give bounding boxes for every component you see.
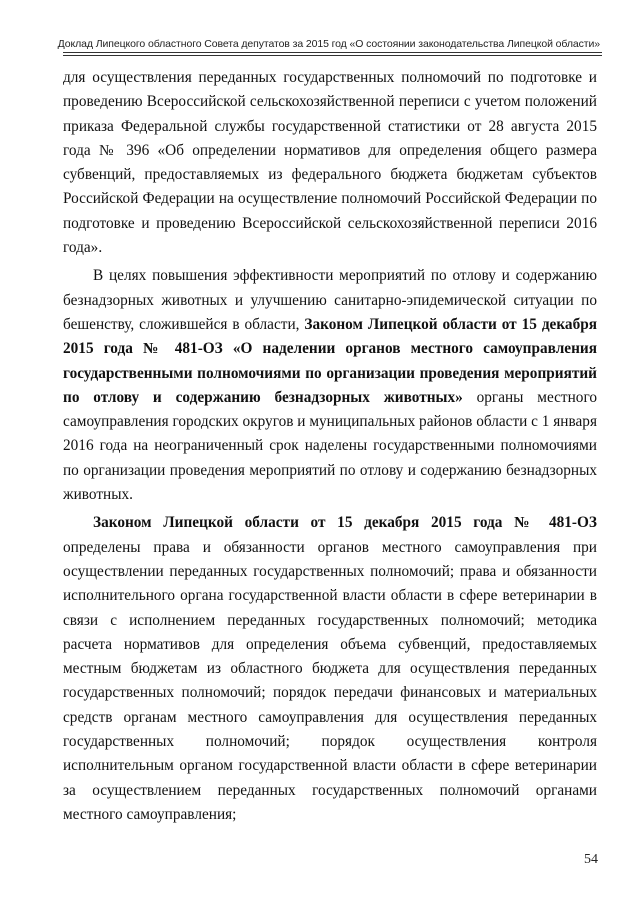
paragraph-text: определены права и обязанности органов местного самоуправления при осуществлении переданных государственных полномочий; права и обязанности исполнительного органа государственной власти области в сфере ветеринарии в связи с исполнением переданных государственных полномочий; методика расчета нормативов для определения объема субвенций, предоставляемых местным бюджетам из областного бюджета для осуществления переданных государственных полномочий; порядок передачи финансовых и материальных средств органам местного самоуправления для осуществления переданных государственных полномочий; порядок осуществления контроля исполнительным органом государственной власти области в сфере ветеринарии за осуществлением переданных государственных полномочий органами местного самоуправления; [63, 538, 597, 823]
law-reference-bold: Законом Липецкой области от 15 декабря 2015 года № 481-ОЗ [93, 514, 597, 532]
page-number: 54 [584, 852, 598, 867]
paragraph-animal-control [63, 264, 597, 507]
body-text [63, 66, 597, 831]
paragraph-law-rights [63, 511, 597, 827]
paragraph-text: В целях повышения эффективности мероприятий по отлову и содержанию безнадзорных животных и улучшению санитарно-эпидемической ситуации по бешенству, сложившейся в области, [63, 267, 597, 333]
paragraph-text: органы местного самоуправления городских округов и муниципальных районов области с 1 января 2016 года на неограниченный срок наделены государственными полномочиями по организации проведения мероприятий по отлову и содержанию безнадзорных животных. [63, 388, 597, 504]
law-reference-bold: Законом Липецкой области от 15 декабря 2015 года № 481-ОЗ «О наделении органов местного самоуправления государственными полномочиями по организации проведения мероприятий по отлову и содержанию безнадзорных животных» [63, 315, 598, 406]
header-rule [63, 52, 602, 56]
running-header: Доклад Липецкого областного Совета депутатов за 2015 год «О состоянии законодательства Липецкой области» [57, 38, 600, 50]
paragraph-continuation: для осуществления переданных государственных полномочий по подготовке и проведению Всероссийской сельскохозяйственной переписи с учетом положений приказа Федеральной службы государственной статистики от 28 августа 2015 года № 396 «Об определении нормативов для определения общего размера субвенций, предоставляемых из федерального бюджета бюджетам субъектов Российской Федерации на осуществление полномочий Российской Федерации по подготовке и проведению Всероссийской сельскохозяйственной переписи 2016 года». [63, 69, 597, 257]
